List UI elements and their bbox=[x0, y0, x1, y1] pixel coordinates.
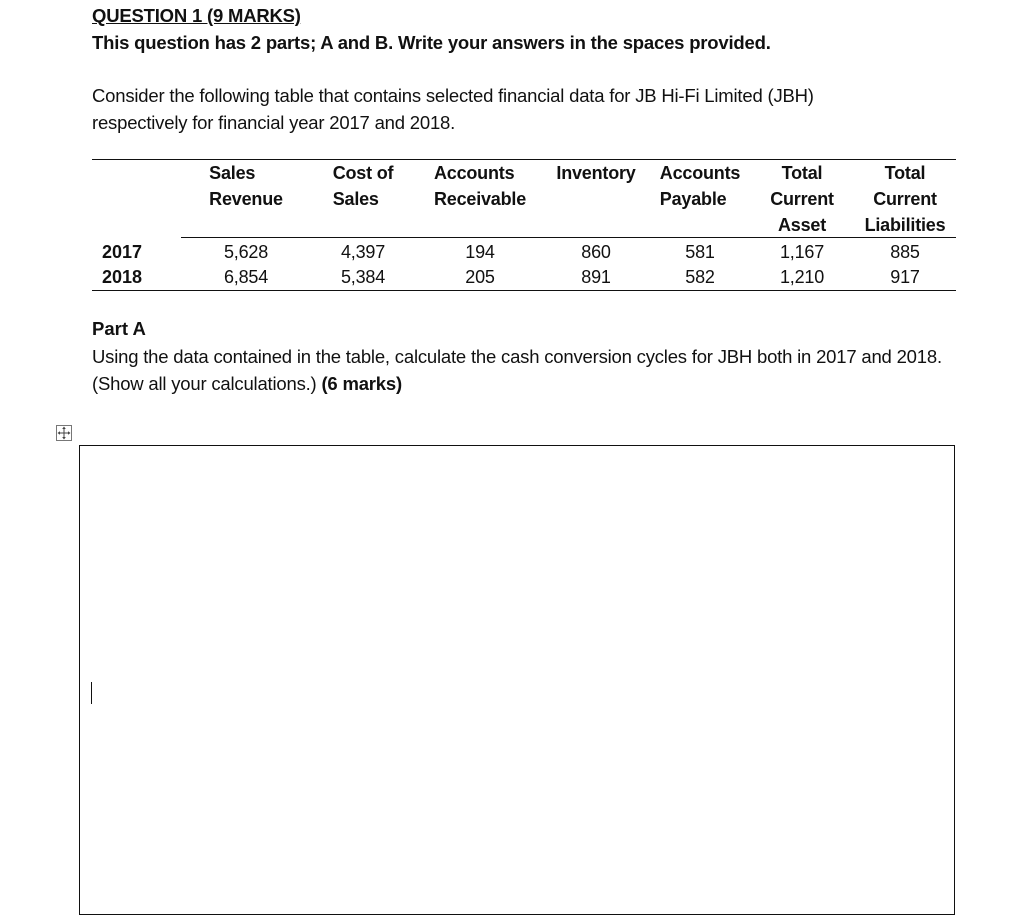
part-a-marks: (6 marks) bbox=[321, 373, 402, 394]
cell-value: 5,628 bbox=[223, 242, 269, 262]
cell-value: 581 bbox=[685, 242, 715, 262]
col-header-total-current-asset: Total Current Asset bbox=[770, 163, 834, 235]
cell-value: 5,384 bbox=[340, 267, 386, 287]
col-header-accounts-receivable: Accounts Receivable bbox=[433, 163, 527, 209]
cell-value: 860 bbox=[581, 242, 611, 262]
col-header-total-current-liabilities: Total Current Liabilities bbox=[864, 163, 946, 235]
question-instruction: This question has 2 parts; A and B. Write your answers in the spaces provided. bbox=[92, 32, 771, 53]
question-heading: QUESTION 1 (9 MARKS) bbox=[92, 5, 301, 26]
table-move-handle[interactable] bbox=[56, 425, 72, 441]
col-header-cost-of-sales: Cost of Sales bbox=[332, 163, 394, 209]
col-header-accounts-payable: Accounts Payable bbox=[659, 163, 741, 209]
col-header-sales-revenue: Sales Revenue bbox=[209, 163, 283, 209]
part-a-title: Part A bbox=[92, 318, 146, 339]
cell-value: 1,167 bbox=[779, 242, 825, 262]
cell-value: 891 bbox=[581, 267, 611, 287]
intro-paragraph: Consider the following table that contains selected financial data for JB Hi-Fi Limited (JBH) respectively for financial year 2017 and 2018. bbox=[92, 85, 814, 133]
header-bottom-rule bbox=[181, 237, 956, 238]
cell-value: 917 bbox=[890, 267, 920, 287]
table-bottom-rule bbox=[92, 290, 956, 291]
cell-value: 582 bbox=[685, 267, 715, 287]
col-header-inventory: Inventory bbox=[556, 163, 636, 183]
cell-value: 194 bbox=[465, 242, 495, 262]
cell-value: 1,210 bbox=[779, 267, 825, 287]
text-cursor bbox=[91, 682, 92, 704]
cell-value: 885 bbox=[890, 242, 920, 262]
cell-value: 205 bbox=[465, 267, 495, 287]
cell-value: 4,397 bbox=[340, 242, 386, 262]
row-year-label: 2018 bbox=[102, 267, 143, 287]
move-arrows-icon bbox=[57, 426, 71, 440]
part-a-text bbox=[92, 343, 972, 397]
answer-box[interactable] bbox=[79, 445, 955, 915]
row-year-label: 2017 bbox=[102, 242, 143, 262]
part-a-question: Using the data contained in the table, calculate the cash conversion cycles for JBH both in 2017 and 2018. (Show all your calculations.) bbox=[92, 346, 942, 394]
cell-value: 6,854 bbox=[223, 267, 269, 287]
